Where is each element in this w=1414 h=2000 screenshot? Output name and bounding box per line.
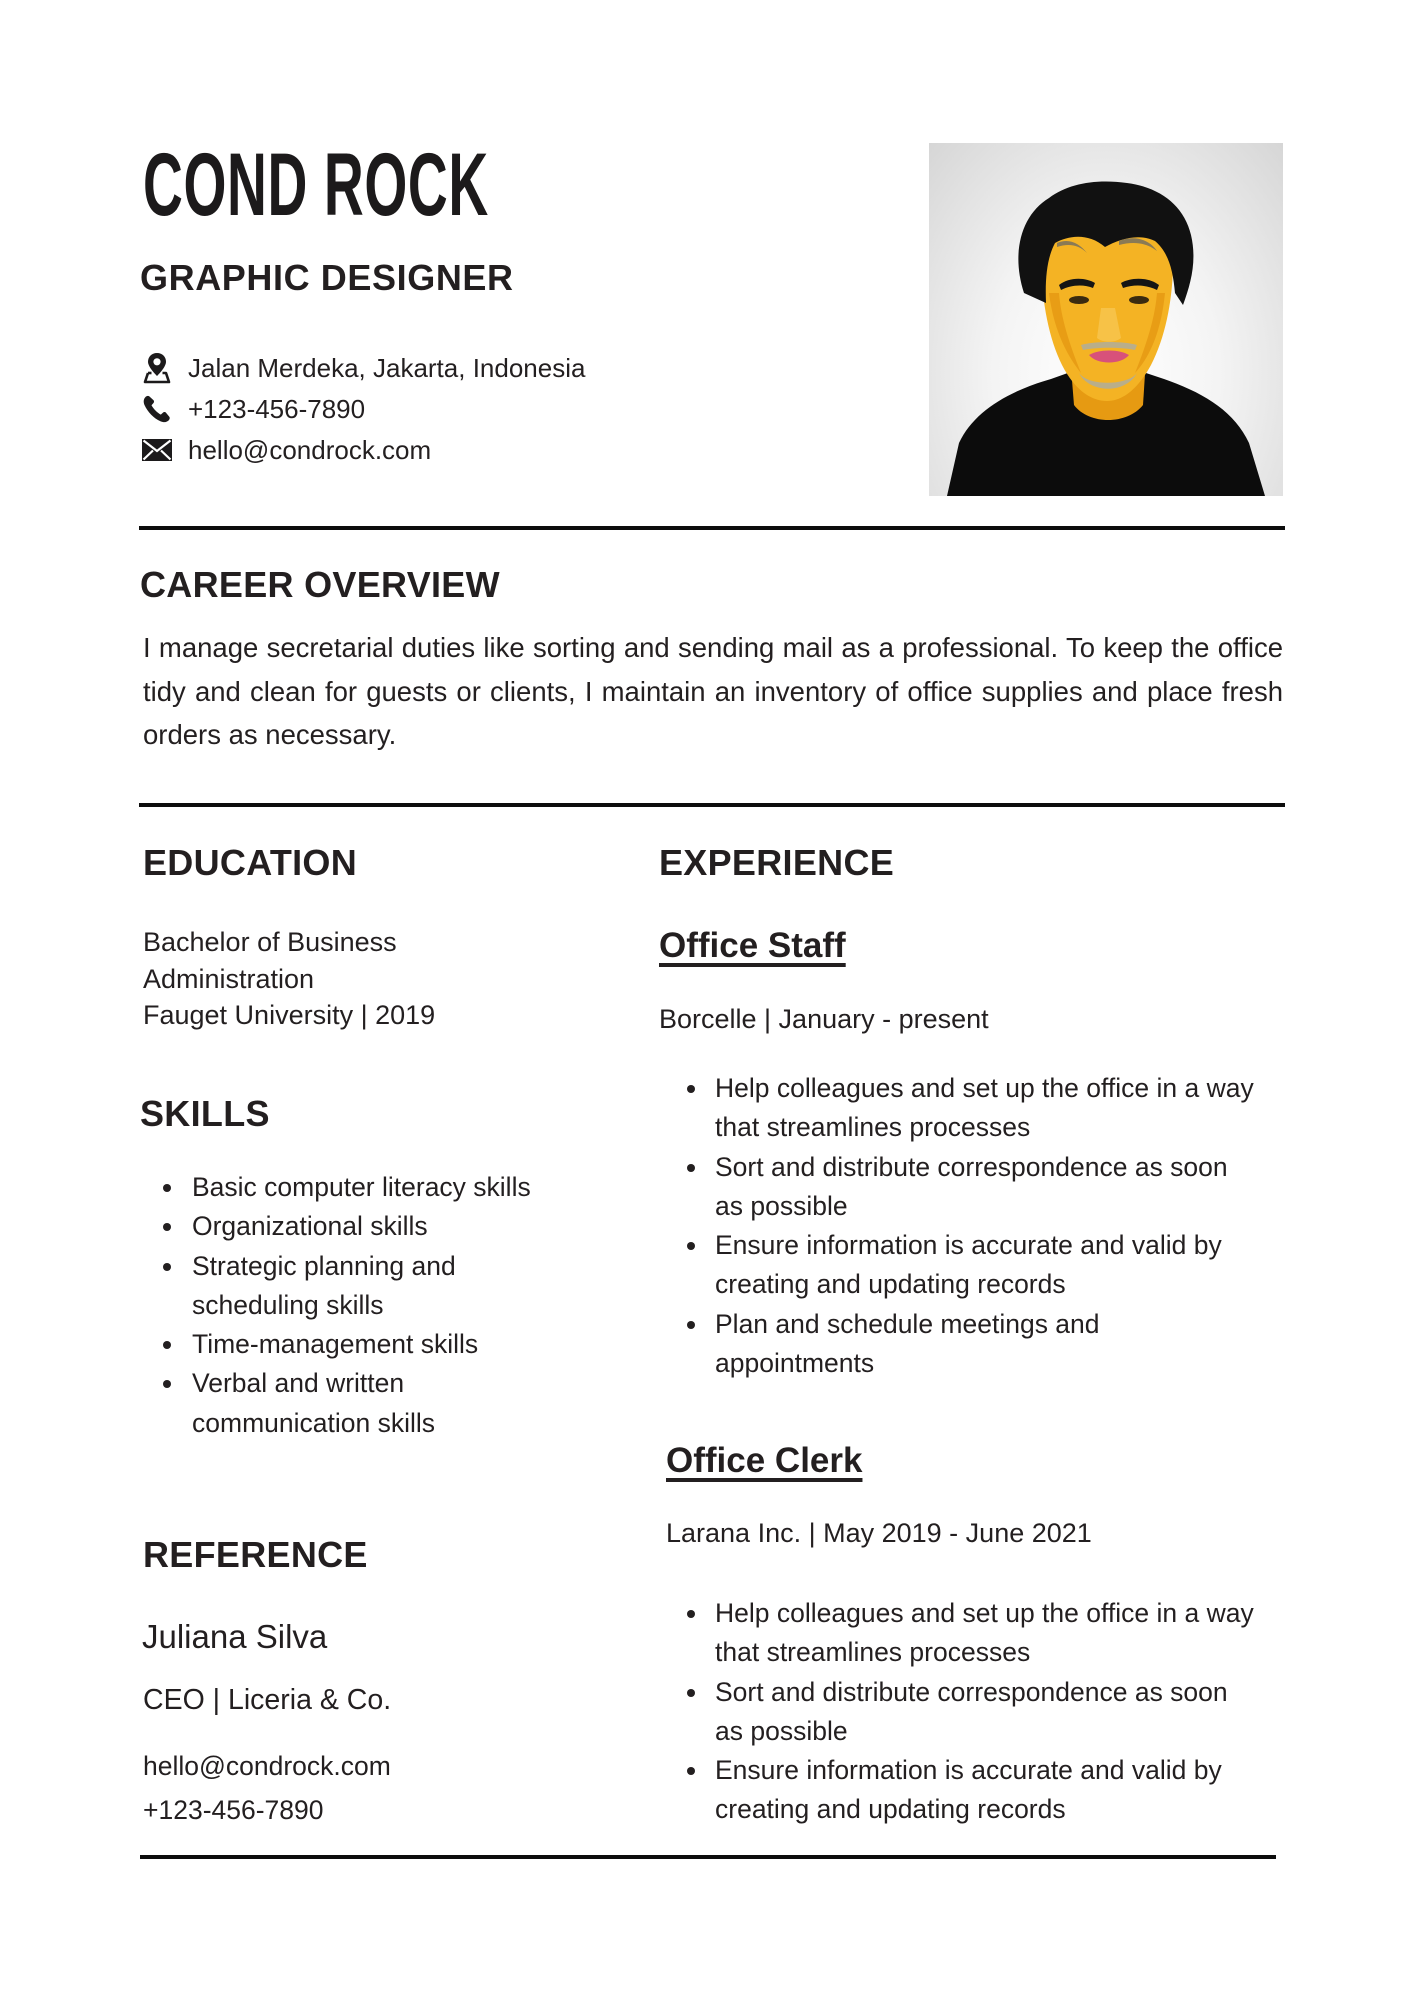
- career-overview-heading: CAREER OVERVIEW: [140, 564, 500, 605]
- education-degree-line1: Bachelor of Business: [143, 927, 397, 957]
- divider: [140, 1855, 1276, 1859]
- reference-email: hello@condrock.com: [143, 1751, 391, 1781]
- candidate-name: COND ROCK: [143, 134, 489, 234]
- career-overview-text: I manage secretarial duties like sorting and sending mail as a professional. To keep the office tidy and clean for guests or clients, I maintain an inventory of office supplies and place fresh orders as necessary.: [143, 632, 1283, 750]
- skill-item: Strategic planning and scheduling skills: [163, 1247, 583, 1326]
- bullet-icon: [163, 1341, 171, 1349]
- education-school: Fauget University | 2019: [143, 1000, 436, 1030]
- bullet-icon: [687, 1321, 695, 1329]
- skill-item: Basic computer literacy skills: [163, 1168, 583, 1207]
- address-text: Jalan Merdeka, Jakarta, Indonesia: [188, 353, 586, 383]
- job-bullet: Plan and schedule meetings and appointments: [687, 1305, 1287, 1384]
- experience-heading: EXPERIENCE: [659, 842, 895, 883]
- job-meta-office-staff: Borcelle | January - present: [659, 1004, 989, 1034]
- envelope-icon: [140, 434, 174, 466]
- bullet-icon: [163, 1223, 171, 1231]
- job-title: GRAPHIC DESIGNER: [140, 257, 514, 298]
- contact-phone: [140, 393, 700, 425]
- job-bullet: Ensure information is accurate and valid by creating and updating records: [687, 1226, 1287, 1305]
- phone-icon: [140, 393, 174, 425]
- bullet-icon: [163, 1184, 171, 1192]
- skill-item: Verbal and written communication skills: [163, 1364, 583, 1443]
- bullet-icon: [163, 1263, 171, 1271]
- reference-phone: +123-456-7890: [143, 1795, 324, 1825]
- skill-item: Time-management skills: [163, 1325, 583, 1364]
- job-bullets-office-staff: [687, 1069, 1287, 1383]
- bullet-icon: [687, 1689, 695, 1697]
- phone-text: +123-456-7890: [188, 394, 366, 424]
- reference-role: CEO | Liceria & Co.: [143, 1684, 392, 1716]
- divider: [139, 526, 1285, 530]
- job-title-office-clerk: Office Clerk: [666, 1441, 863, 1480]
- profile-photo: [929, 143, 1283, 496]
- bullet-icon: [687, 1242, 695, 1250]
- job-bullet: Help colleagues and set up the office in a way that streamlines processes: [687, 1594, 1287, 1673]
- contact-address: [140, 352, 700, 384]
- job-bullets-office-clerk: [687, 1594, 1287, 1830]
- job-bullet: Help colleagues and set up the office in a way that streamlines processes: [687, 1069, 1287, 1148]
- job-bullet: Sort and distribute correspondence as soon as possible: [687, 1673, 1287, 1752]
- job-bullet: Sort and distribute correspondence as soon as possible: [687, 1148, 1287, 1227]
- job-meta-office-clerk: Larana Inc. | May 2019 - June 2021: [666, 1518, 1092, 1548]
- reference-heading: REFERENCE: [143, 1534, 368, 1575]
- bullet-icon: [163, 1380, 171, 1388]
- education-degree-line2: Administration: [143, 964, 315, 994]
- skills-list: [163, 1168, 583, 1443]
- divider: [139, 803, 1285, 807]
- job-bullet: Ensure information is accurate and valid by creating and updating records: [687, 1751, 1287, 1830]
- skills-heading: SKILLS: [140, 1093, 270, 1134]
- education-heading: EDUCATION: [143, 842, 358, 883]
- contact-email: [140, 434, 700, 466]
- bullet-icon: [687, 1767, 695, 1775]
- job-title-office-staff: Office Staff: [659, 926, 846, 965]
- bullet-icon: [687, 1610, 695, 1618]
- email-text: hello@condrock.com: [188, 435, 432, 465]
- skill-item: Organizational skills: [163, 1207, 583, 1246]
- bullet-icon: [687, 1164, 695, 1172]
- bullet-icon: [687, 1085, 695, 1093]
- reference-name: Juliana Silva: [142, 1618, 328, 1655]
- map-pin-icon: [140, 352, 174, 384]
